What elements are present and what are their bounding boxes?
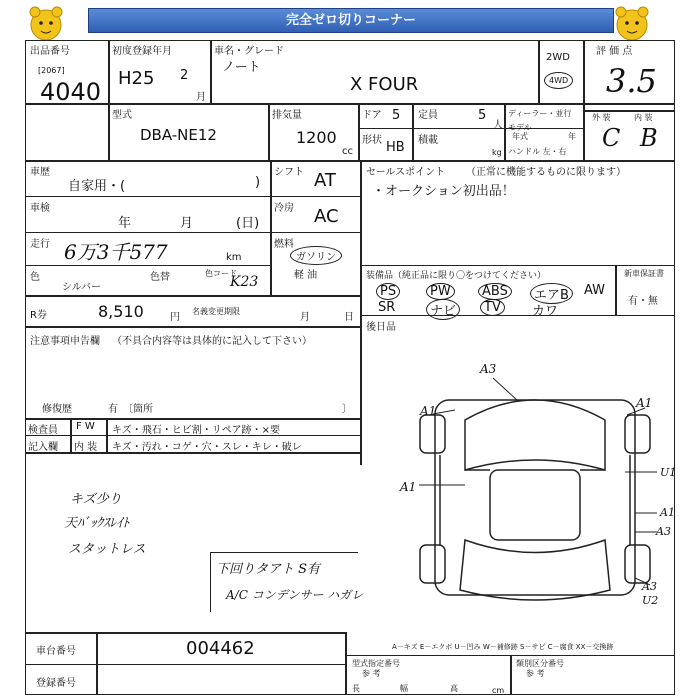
dim-height: 高	[450, 684, 458, 693]
model-label: 型式	[112, 110, 132, 121]
lot-sub: [2067]	[38, 66, 65, 75]
interior-options: キズ・汚れ・コゲ・穴・スレ・キレ・破レ	[112, 442, 302, 453]
seats: 5	[478, 108, 487, 123]
inspection-label: 車検	[30, 203, 50, 214]
equip-navi: ナビ	[426, 299, 460, 320]
damage-mark-1: A3	[480, 362, 497, 376]
sales-point-1: ・オークション初出品！	[372, 184, 515, 199]
model-code: DBA-NE12	[140, 126, 217, 144]
equip-aw: AW	[584, 283, 606, 298]
equip-sr: SR	[378, 300, 396, 315]
inspector-label: 検査員	[28, 425, 58, 436]
bear-mascot-left-icon	[26, 3, 66, 43]
model-year-label: モデル	[508, 123, 532, 132]
equip-abs: ABS	[478, 283, 512, 300]
dim-width: 幅	[400, 684, 408, 693]
ac-value: AC	[314, 206, 339, 227]
damage-mark-2: A1	[420, 404, 437, 418]
registration-label: 登録番号	[36, 678, 76, 689]
ref-1: 参 考	[362, 669, 381, 678]
equip-pw: PW	[426, 283, 455, 300]
shift-value: AT	[314, 170, 336, 191]
interior-grade: B	[640, 124, 658, 152]
model-cert-label: 型式指定番号	[352, 659, 400, 668]
interior-label: 内 装	[634, 113, 653, 122]
first-reg-month-unit: 月	[196, 92, 206, 103]
shift-label: シフト	[274, 167, 304, 178]
load-label: 積載	[418, 135, 438, 146]
displacement-unit: cc	[342, 146, 353, 157]
displacement-label: 排気量	[272, 110, 302, 121]
handle-label: ハンドル 左・右	[508, 147, 567, 156]
class-label: 類別区分番号	[516, 659, 564, 668]
shape-label: 形状	[362, 135, 382, 146]
history-value: 自家用・(	[68, 179, 126, 194]
repair-history-value: 有 〔箇所	[108, 404, 153, 415]
ac-label: 冷房	[274, 203, 294, 214]
score-label: 評 価 点	[596, 46, 633, 57]
name-change-day: 日	[344, 312, 354, 323]
color-label: 色	[30, 272, 40, 283]
inspection-year: 年	[118, 216, 132, 231]
mileage-unit: km	[226, 252, 242, 263]
damage-mark-7: A3	[656, 525, 671, 538]
lot-number: 4040	[40, 78, 102, 106]
fw-label: F W	[76, 421, 95, 432]
notes-label: 注意事項申告欄	[30, 336, 100, 347]
score-value: 3.5	[606, 62, 657, 100]
ref-2: 参 考	[526, 669, 545, 678]
sales-point-label: セールスポイント	[366, 167, 446, 178]
car-diagram	[395, 360, 675, 625]
damage-mark-5: A1	[400, 480, 417, 494]
car-grade: X FOUR	[350, 74, 419, 95]
4wd-circled: 4WD	[544, 72, 573, 89]
repair-history-label: 修復歴	[42, 404, 72, 415]
rear-items-label: 後日品	[366, 322, 396, 333]
car-name: ノート	[222, 60, 261, 75]
repair-history-close: 〕	[342, 404, 352, 415]
entry-label: 記入欄	[28, 442, 58, 453]
displacement: 1200	[296, 128, 337, 147]
name-change-month: 月	[300, 312, 310, 323]
fw-options: キズ・飛石・ヒビ割・リペア跡・×要	[112, 425, 280, 436]
color-code-label: 色コード	[205, 269, 237, 278]
fuel-label: 燃料	[274, 239, 294, 250]
fuel-diesel: 軽 油	[294, 270, 318, 281]
handwritten-box-1: 下回りタアト S有	[216, 562, 321, 577]
exterior-label: 外 装	[592, 113, 611, 122]
damage-mark-6: A1	[660, 506, 675, 519]
equipment-label: 装備品（純正品に限り〇をつけてください）	[366, 271, 547, 281]
handwritten-line-2: 天ﾊﾞｯｸｽﾚｲﾄ	[64, 516, 130, 531]
chassis-number: 004462	[186, 638, 255, 659]
equip-tv: TV	[480, 299, 505, 316]
recycle-amount: 8,510	[98, 302, 144, 321]
first-reg-era: H25	[118, 68, 155, 89]
color-value: シルバー	[62, 282, 102, 293]
sales-point-note: （正常に機能するものに限ります）	[466, 167, 626, 178]
new-car-warranty-value: 有・無	[628, 296, 658, 307]
2wd-label: 2WD	[546, 52, 570, 63]
handwritten-box-2: A/C コンデンサー ハガレ	[226, 588, 364, 602]
load-unit: kg	[492, 148, 502, 157]
handwritten-line-1: キズ少り	[70, 492, 122, 507]
damage-legend: A－キズ E－エクボ U－凹み W－補修跡 S－サビ C－腐食 XX－交換跡	[392, 643, 614, 651]
bear-mascot-right-icon	[612, 3, 652, 43]
notes-sub: （不具合内容等は具体的に記入して下さい）	[112, 336, 312, 347]
damage-mark-8: A3	[642, 580, 657, 593]
inspection-day: (日)	[236, 216, 260, 231]
damage-mark-9: U2	[642, 594, 659, 607]
year-unit: 年	[568, 132, 576, 141]
car-name-label: 車名・グレード	[214, 46, 284, 57]
exterior-grade: C	[602, 124, 621, 152]
history-close: )	[255, 175, 261, 190]
dim-cm: cm	[492, 686, 505, 695]
handwritten-line-3: スタットレス	[68, 542, 146, 557]
mileage-label: 走行	[30, 239, 50, 250]
new-car-warranty-label: 新車保証書	[624, 269, 664, 278]
equip-ps: PS	[376, 283, 400, 300]
chassis-label: 車台番号	[36, 646, 76, 657]
recycle-unit: 円	[170, 312, 180, 323]
seats-unit: 人	[493, 120, 503, 131]
color-code: K23	[230, 274, 259, 290]
interior-row-label: 内 装	[74, 442, 98, 453]
doors-label: ドア	[362, 110, 382, 121]
shape: HB	[386, 140, 405, 155]
dim-length: 長	[352, 684, 360, 693]
first-reg-month: 2	[180, 68, 189, 83]
equip-leather: カワ	[532, 304, 559, 319]
lot-label: 出品番号	[30, 46, 70, 57]
doors: 5	[392, 108, 401, 123]
history-label: 車歴	[30, 167, 50, 178]
seats-label: 定員	[418, 110, 438, 121]
inspection-month: 月	[180, 216, 194, 231]
mileage-value: 6万3千577	[64, 240, 168, 264]
first-reg-label: 初度登録年月	[112, 46, 172, 57]
equip-airbag: エアB	[530, 283, 573, 304]
year-label: 年式	[512, 132, 528, 141]
recycle-label: R券	[30, 310, 47, 321]
fuel-gasoline-circled: ガソリン	[290, 246, 342, 265]
damage-mark-3: A1	[636, 396, 653, 410]
banner-title: 完全ゼロ切りコーナー	[88, 8, 614, 33]
dealer-label: ディーラー・並行	[508, 109, 572, 118]
damage-mark-4: U1	[660, 466, 677, 479]
name-change-label: 名義変更期限	[192, 307, 240, 316]
color-swap-label: 色替	[150, 272, 170, 283]
